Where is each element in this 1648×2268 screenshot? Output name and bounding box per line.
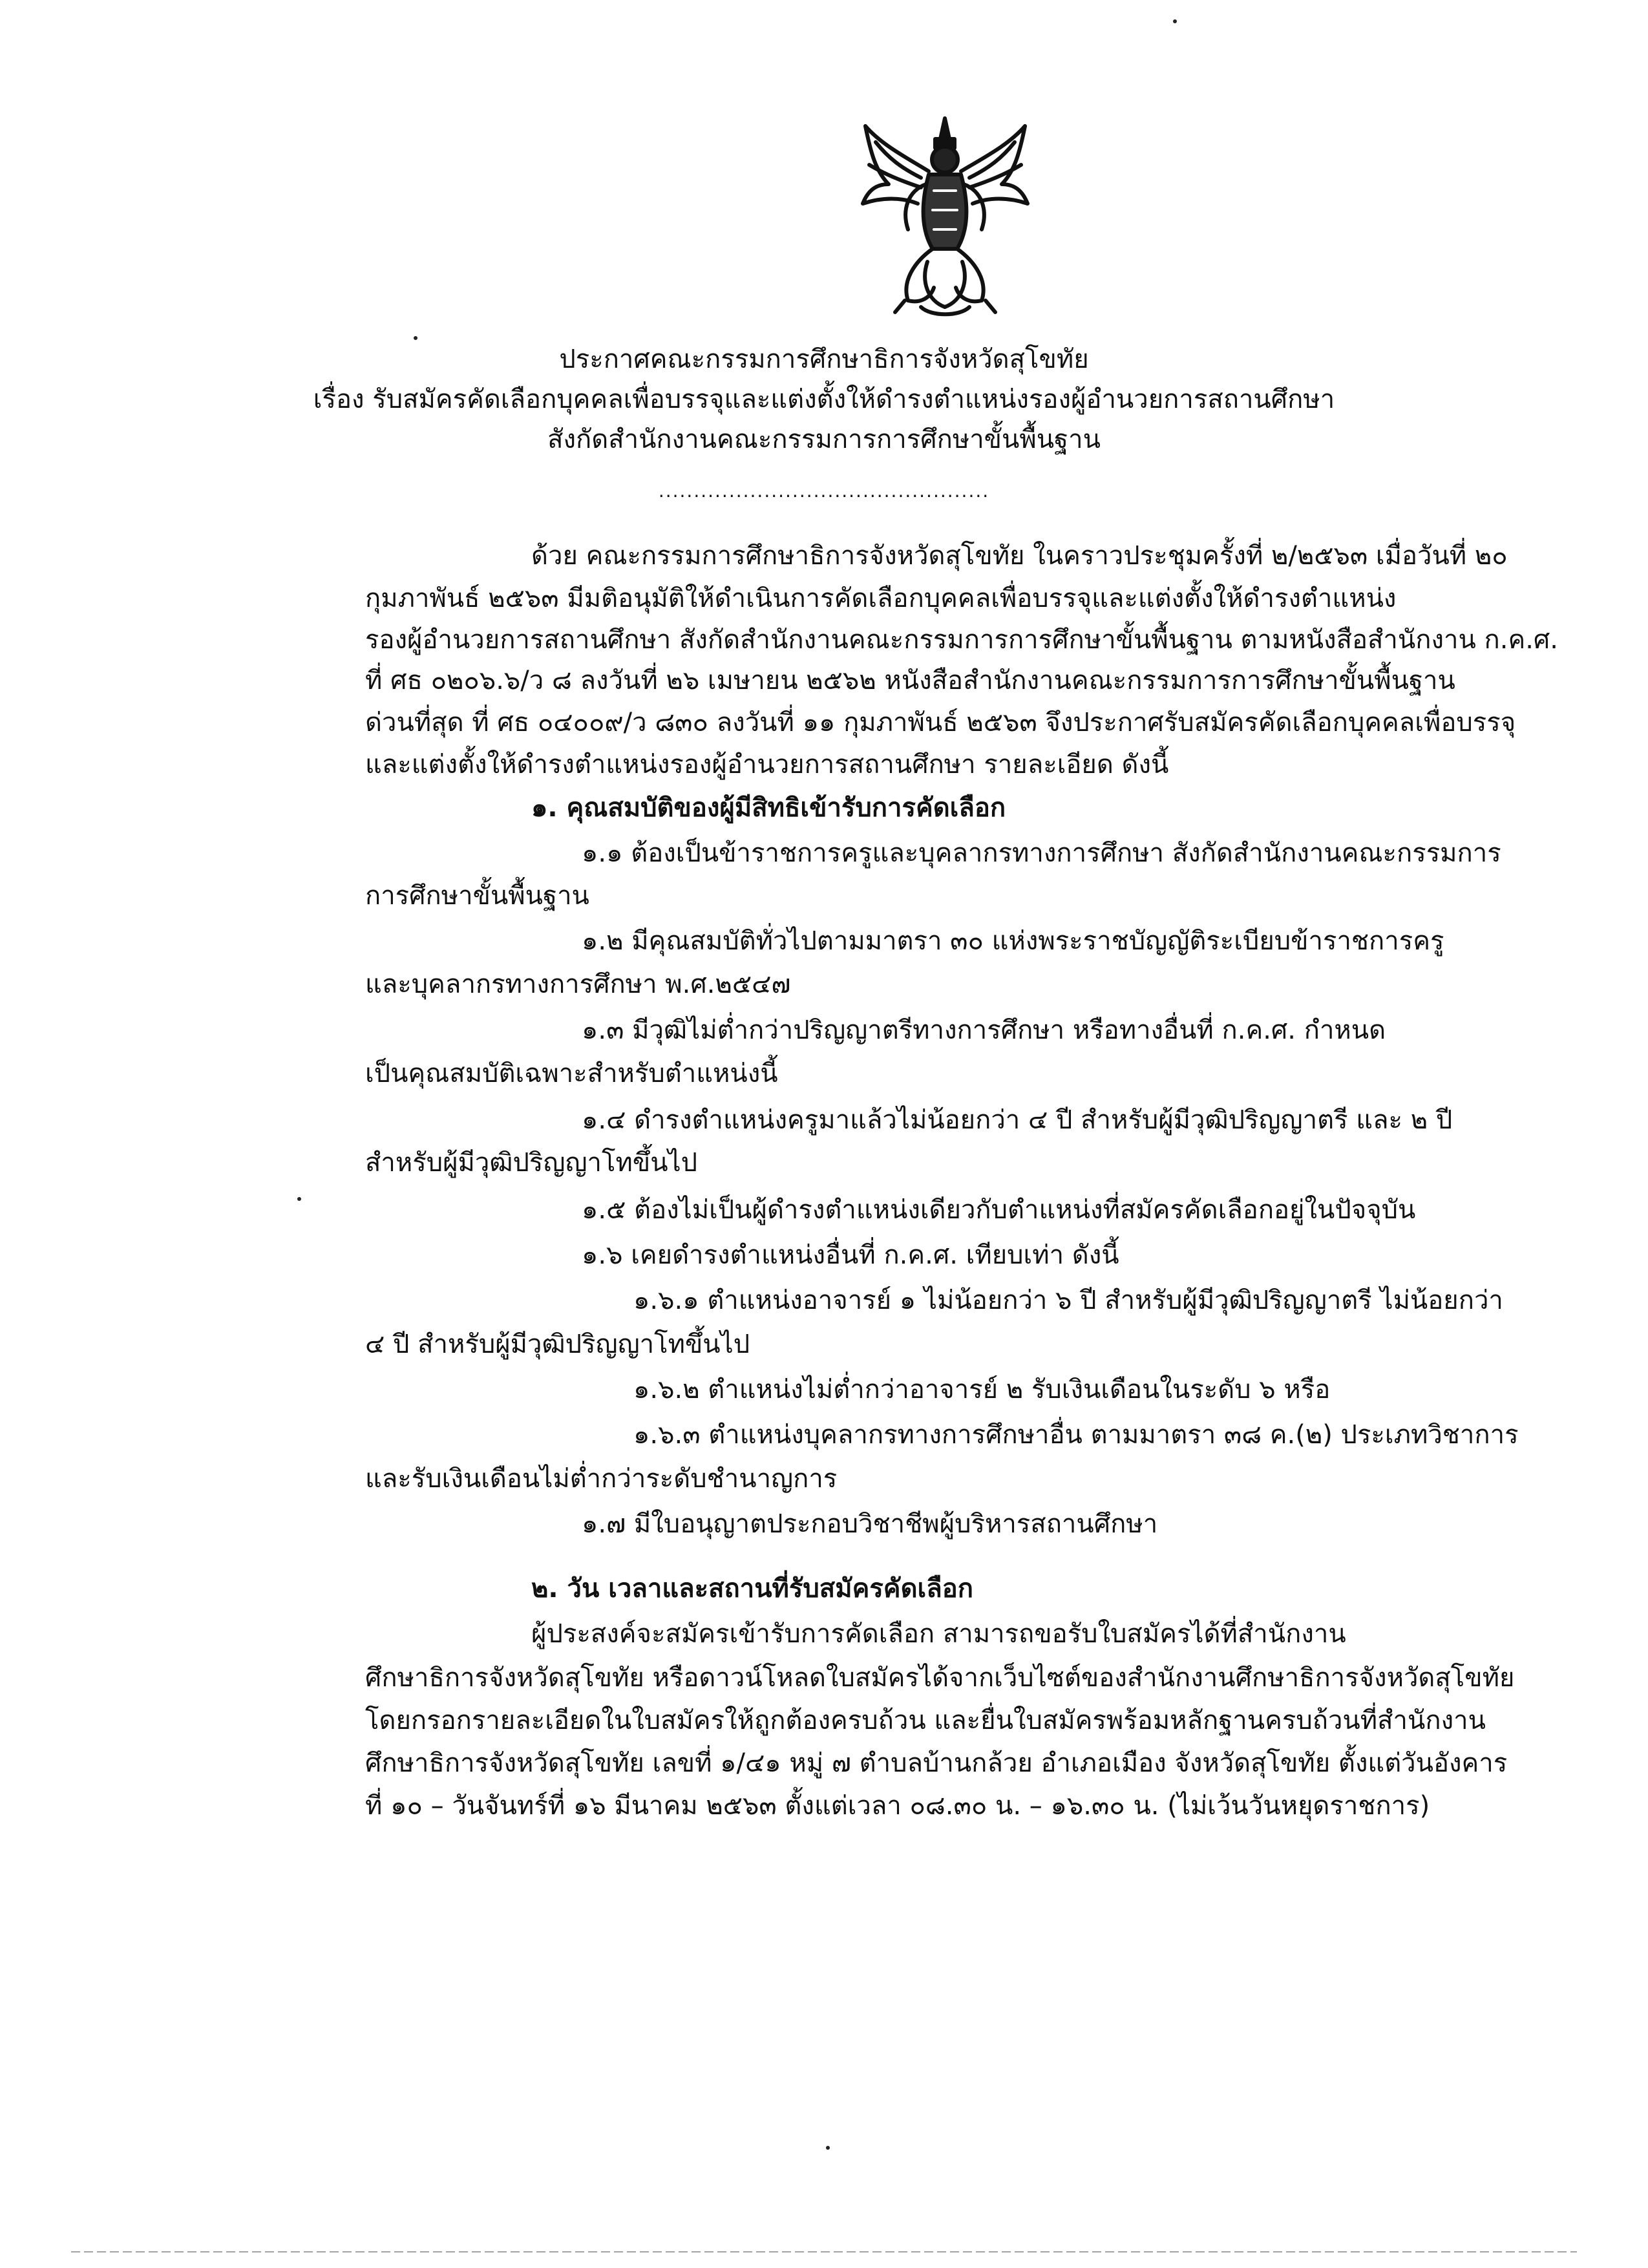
application-line: ที่ ๑๐ – วันจันทร์ที่ ๑๖ มีนาคม ๒๕๖๓ ตั้งแต่เวลา ๐๘.๓๐ น. – ๑๖.๓๐ น. (ไม่เว้นวันหยุดราชการ)	[365, 1791, 1430, 1821]
qualification-item: ๑.๓ มีวุฒิไม่ต่ำกว่าปริญญาตรีทางการศึกษา หรือทางอื่นที่ ก.ค.ศ. กำหนด	[582, 1015, 1386, 1045]
footer-scan-rule	[71, 2251, 1577, 2252]
qualification-item: สำหรับผู้มีวุฒิปริญญาโทขึ้นไป	[365, 1148, 698, 1178]
qualification-item: เป็นคุณสมบัติเฉพาะสำหรับตำแหน่งนี้	[365, 1059, 778, 1088]
qualification-item: ๑.๒ มีคุณสมบัติทั่วไปตามมาตรา ๓๐ แห่งพระราชบัญญัติระเบียบข้าราชการครู	[582, 926, 1444, 956]
announcement-title: ประกาศคณะกรรมการศึกษาธิการจังหวัดสุโขทัย	[559, 344, 1089, 374]
qualification-item: ๑.๗ มีใบอนุญาตประกอบวิชาชีพผู้บริหารสถานศึกษา	[582, 1509, 1158, 1539]
title-separator: ...............................................	[658, 480, 990, 502]
garuda-emblem-icon	[856, 113, 1034, 320]
application-line: ศึกษาธิการจังหวัดสุโขทัย หรือดาวน์โหลดใบสมัครได้จากเว็บไซต์ของสำนักงานศึกษาธิการจังหวัดสุโขทัย	[365, 1663, 1515, 1693]
intro-line: และแต่งตั้งให้ดำรงตำแหน่งรองผู้อำนวยการสถานศึกษา รายละเอียด ดังนี้	[365, 750, 1169, 779]
intro-line: ที่ ศธ ๐๒๐๖.๖/ว ๘ ลงวันที่ ๒๖ เมษายน ๒๕๖๒ หนังสือสำนักงานคณะกรรมการการศึกษาขั้นพื้นฐาน	[365, 666, 1455, 695]
qualification-item: ๑.๕ ต้องไม่เป็นผู้ดำรงตำแหน่งเดียวกับตำแหน่งที่สมัครคัดเลือกอยู่ในปัจจุบัน	[582, 1195, 1416, 1225]
section-heading: ๑. คุณสมบัติของผู้มีสิทธิเข้ารับการคัดเลือก	[531, 793, 1006, 823]
scan-speck	[1173, 19, 1177, 23]
section-heading: ๒. วัน เวลาและสถานที่รับสมัครคัดเลือก	[531, 1574, 973, 1604]
qualification-item: และบุคลากรทางการศึกษา พ.ศ.๒๕๔๗	[365, 970, 791, 999]
qualification-subitem: ๔ ปี สำหรับผู้มีวุฒิปริญญาโทขึ้นไป	[365, 1330, 750, 1359]
qualification-item: การศึกษาขั้นพื้นฐาน	[365, 881, 589, 911]
application-line: ผู้ประสงค์จะสมัครเข้ารับการคัดเลือก สามารถขอรับใบสมัครได้ที่สำนักงาน	[531, 1619, 1346, 1649]
announcement-affiliation: สังกัดสำนักงานคณะกรรมการการศึกษาขั้นพื้นฐาน	[547, 425, 1101, 454]
intro-line: กุมภาพันธ์ ๒๕๖๓ มีมติอนุมัติให้ดำเนินการคัดเลือกบุคคลเพื่อบรรจุและแต่งตั้งให้ดำรงตำแหน่ง	[365, 584, 1397, 613]
application-line: ศึกษาธิการจังหวัดสุโขทัย เลขที่ ๑/๔๑ หมู่ ๗ ตำบลบ้านกล้วย อำเภอเมือง จังหวัดสุโขทัย ตั้งแต่วันอังคาร	[365, 1748, 1508, 1778]
qualification-subitem: ๑.๖.๓ ตำแหน่งบุคลากรทางการศึกษาอื่น ตามมาตรา ๓๘ ค.(๒) ประเภทวิชาการ	[633, 1420, 1519, 1450]
qualification-subitem: และรับเงินเดือนไม่ต่ำกว่าระดับชำนาญการ	[365, 1464, 838, 1494]
scan-speck	[297, 1197, 301, 1201]
announcement-subject: เรื่อง รับสมัครคัดเลือกบุคคลเพื่อบรรจุและแต่งตั้งให้ดำรงตำแหน่งรองผู้อำนวยการสถานศึกษา	[313, 385, 1335, 414]
intro-line: ด่วนที่สุด ที่ ศธ ๐๔๐๐๙/ว ๘๓๐ ลงวันที่ ๑๑ กุมภาพันธ์ ๒๕๖๓ จึงประกาศรับสมัครคัดเลือกบุคคลเพื่อบรรจุ	[365, 708, 1516, 737]
application-line: โดยกรอกรายละเอียดในใบสมัครให้ถูกต้องครบถ้วน และยื่นใบสมัครพร้อมหลักฐานครบถ้วนที่สำนักงาน	[365, 1706, 1486, 1735]
intro-line: ด้วย คณะกรรมการศึกษาธิการจังหวัดสุโขทัย ในคราวประชุมครั้งที่ ๒/๒๕๖๓ เมื่อวันที่ ๒๐	[531, 541, 1508, 571]
qualification-item: ๑.๔ ดำรงตำแหน่งครูมาแล้วไม่น้อยกว่า ๔ ปี สำหรับผู้มีวุฒิปริญญาตรี และ ๒ ปี	[582, 1105, 1453, 1135]
scan-speck	[826, 2146, 830, 2150]
qualification-item: ๑.๑ ต้องเป็นข้าราชการครูและบุคลากรทางการศึกษา สังกัดสำนักงานคณะกรรมการ	[582, 838, 1501, 868]
intro-line: รองผู้อำนวยการสถานศึกษา สังกัดสำนักงานคณะกรรมการการศึกษาขั้นพื้นฐาน ตามหนังสือสำนักงาน ก.ค.ศ.	[365, 625, 1559, 655]
scan-speck	[414, 336, 417, 340]
qualification-item: ๑.๖ เคยดำรงตำแหน่งอื่นที่ ก.ค.ศ. เทียบเท่า ดังนี้	[582, 1240, 1119, 1270]
qualification-subitem: ๑.๖.๒ ตำแหน่งไม่ต่ำกว่าอาจารย์ ๒ รับเงินเดือนในระดับ ๖ หรือ	[633, 1375, 1331, 1404]
qualification-subitem: ๑.๖.๑ ตำแหน่งอาจารย์ ๑ ไม่น้อยกว่า ๖ ปี สำหรับผู้มีวุฒิปริญญาตรี ไม่น้อยกว่า	[633, 1286, 1503, 1315]
